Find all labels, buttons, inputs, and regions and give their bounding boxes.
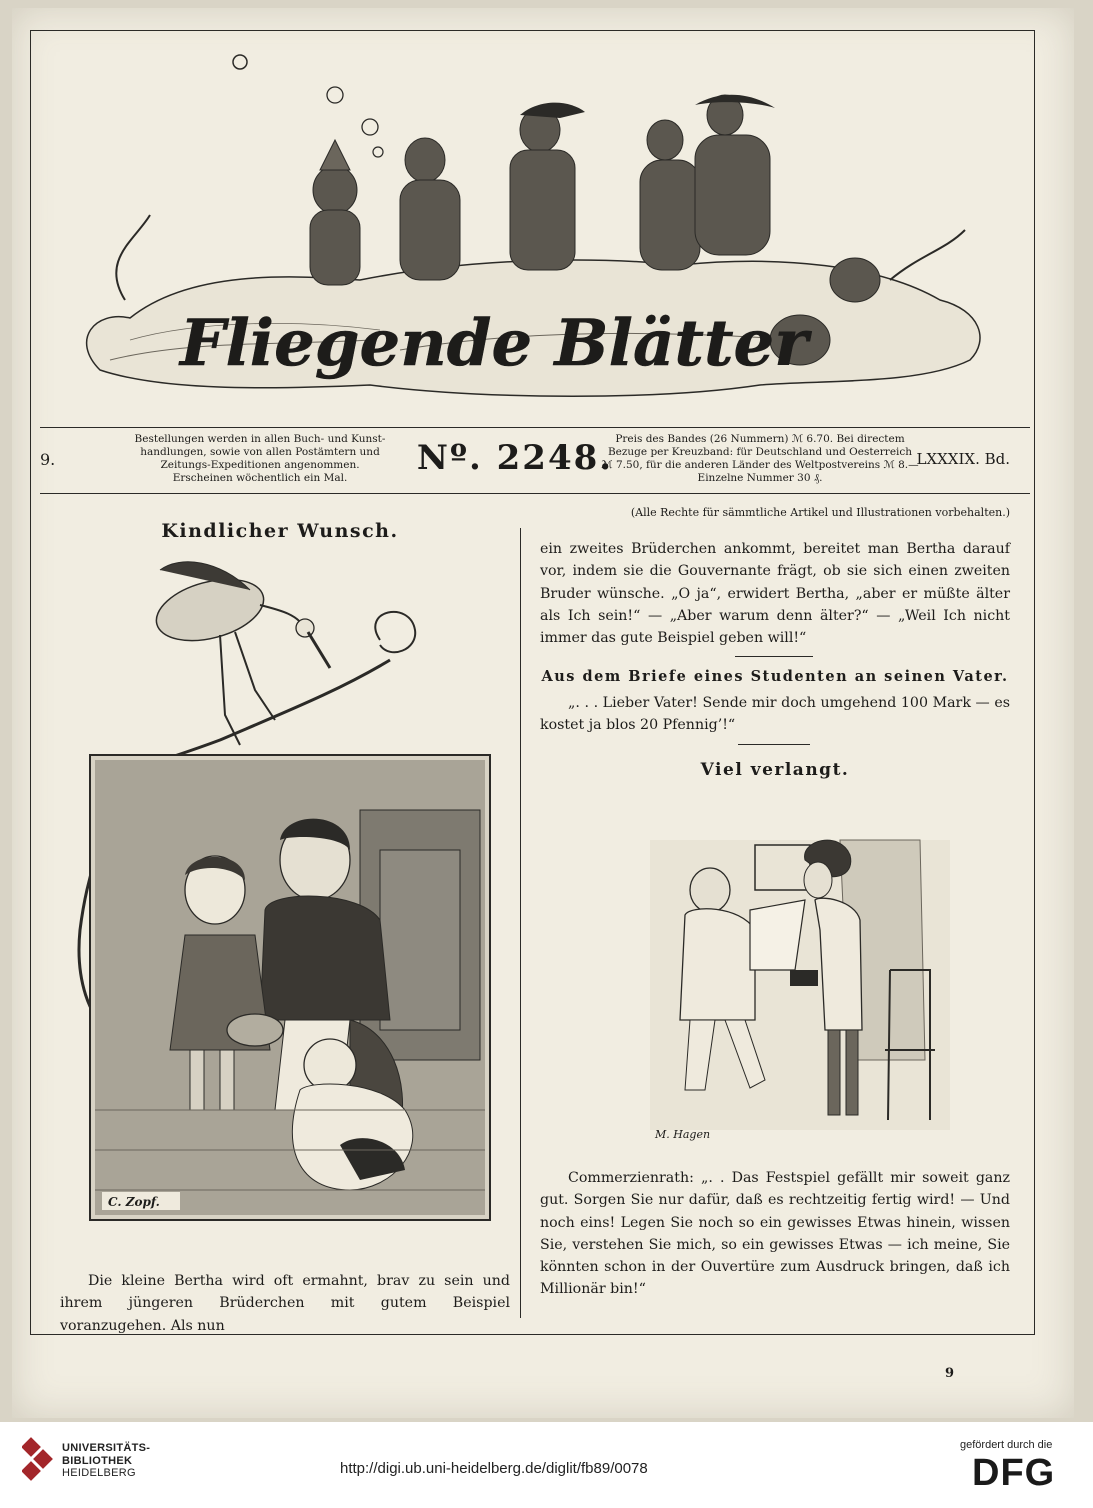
order-info-line: Bestellungen werden in allen Buch- und Kunst- xyxy=(134,433,386,445)
page-number: 9 xyxy=(945,1366,955,1381)
separator-rule xyxy=(735,656,813,657)
dfg-logo: DFG xyxy=(972,1452,1056,1494)
price-info-line: Bezuge per Kreuzband: für Deutschland und Oesterreich xyxy=(607,446,913,458)
library-name-line: HEIDELBERG xyxy=(62,1467,136,1479)
volume-number: LXXXIX. Bd. xyxy=(916,450,1010,468)
order-info-line: Erscheinen wöchentlich ein Mal. xyxy=(172,472,348,484)
funded-by-label: gefördert durch die xyxy=(960,1439,1053,1451)
infobar-top-rule xyxy=(40,427,1030,428)
student-letter-paragraph: „. . . Lieber Vater! Sende mir doch umgehend 100 Mark — es kostet ja blos 20 Pfennig’!“ xyxy=(540,695,1010,734)
price-info-line: Preis des Bandes (26 Nummern) ℳ 6.70. Bei directem xyxy=(615,433,905,445)
illustration-stork-nursery xyxy=(60,550,510,1255)
separator-rule xyxy=(738,744,810,745)
masthead xyxy=(40,40,1030,420)
library-name-line: UNIVERSITÄTS- xyxy=(62,1442,151,1454)
commerzienrath-paragraph: Commerzienrath: „. . Das Festspiel gefällt mir soweit ganz gut. Sorgen Sie nur dafür, daß es rechtzeitig fertig wird! — Und noch eins! Legen Sie noch so ein gewisses Etwas hinein, wissen Sie, verstehen Sie mich, so ein gewisses Etwas — ich meine, Sie könnten schon in der Ouvertüre zum Ausdruck bringen, daß ich Millionär bin!“ xyxy=(540,1170,1010,1298)
order-info-line: Zeitungs-Expeditionen angenommen. xyxy=(160,459,360,471)
signature-hagen: M. Hagen xyxy=(655,1128,711,1141)
order-info-line: handlungen, sowie von allen Postämtern und xyxy=(140,446,380,458)
heading-kindlicher-wunsch: Kindlicher Wunsch. xyxy=(161,520,399,542)
order-info xyxy=(95,433,425,485)
masthead-title: Fliegende Blätter xyxy=(180,306,808,381)
issue-number: Nº. 2248. xyxy=(416,438,614,478)
price-info-line: ℳ 7.50, für die anderen Länder des Weltpostvereins ℳ 8.— xyxy=(601,459,919,471)
story-paragraph-right: ein zweites Brüderchen ankommt, bereitet man Bertha darauf vor, indem sie die Gouvernante frägt, ob sie sich einen zweiten Bruder wünsche. „O ja“, erwidert Bertha, „aber er müßte älter als Ich sein!“ — „Aber warum denn älter?“ — „Weil Ich nicht immer das gute Beispiel geben will!“ xyxy=(540,541,1010,647)
price-info-line: Einzelne Nummer 30 ₰. xyxy=(697,472,823,484)
source-url-link[interactable]: http://digi.ub.uni-heidelberg.de/diglit/fb89/0078 xyxy=(340,1460,648,1477)
library-name xyxy=(62,1442,150,1480)
masthead-illustration xyxy=(40,40,1030,420)
column-divider xyxy=(520,528,521,1318)
illustration-commerzienrath xyxy=(630,820,960,1160)
infobar-bottom-rule xyxy=(40,493,1030,494)
ub-heidelberg-logo-icon xyxy=(22,1436,56,1486)
price-info xyxy=(600,433,920,485)
library-name-line: BIBLIOTHEK xyxy=(62,1454,133,1467)
digitization-footer xyxy=(0,1422,1093,1508)
rights-note: (Alle Rechte für sämmtliche Artikel und Illustrationen vorbehalten.) xyxy=(630,506,1010,519)
issue-info-bar xyxy=(40,430,1030,490)
heading-viel-verlangt: Viel verlangt. xyxy=(700,760,850,780)
story-paragraph-left: Die kleine Bertha wird oft ermahnt, brav zu sein und ihrem jüngeren Brüderchen mit gutem Beispiel voranzugehen. Als nun xyxy=(60,1273,510,1334)
signature-zopf: C. Zopf. xyxy=(108,1195,160,1209)
heading-aus-dem-briefe: Aus dem Briefe eines Studenten an seinen Vater. xyxy=(541,668,1009,685)
issue-number-small: 9. xyxy=(40,450,56,469)
